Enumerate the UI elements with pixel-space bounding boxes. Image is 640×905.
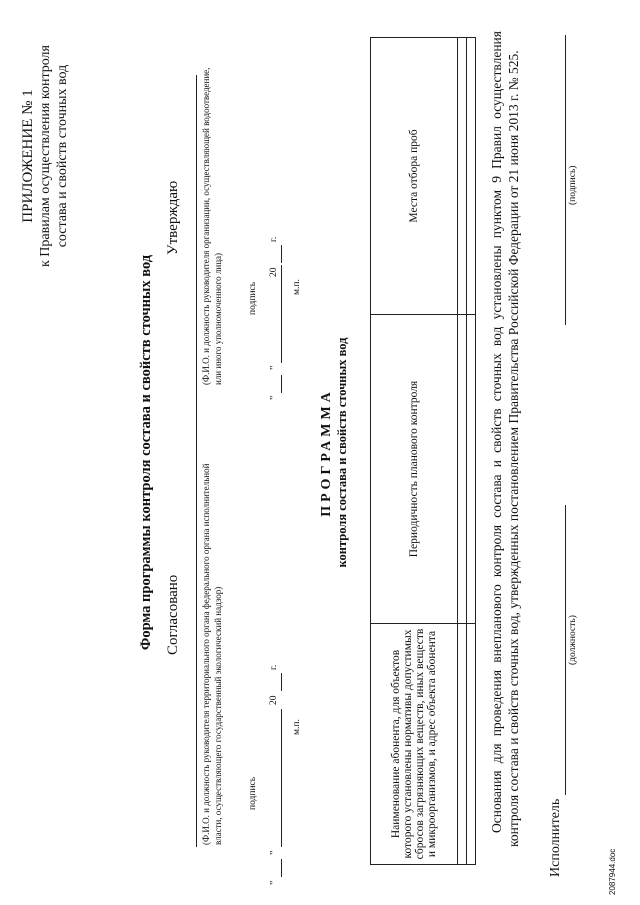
executor-signature-caption: (подпись)	[568, 165, 578, 205]
approved-quote-close: "	[268, 365, 280, 370]
agreed-year-suffix: г.	[269, 664, 279, 670]
agreed-quote-close: "	[268, 850, 280, 855]
approved-caption: (Ф.И.О. и должность руководителя организации, осуществляющей водоотведение, или иного уполномоченного лица)	[201, 67, 223, 385]
approved-sign-line	[281, 265, 282, 363]
approved-day-line	[281, 375, 282, 393]
agreed-name-line	[196, 457, 197, 847]
basis-paragraph	[488, 31, 522, 847]
executor-label: Исполнитель	[548, 798, 563, 877]
agreed-signature-label: подпись	[248, 776, 258, 810]
agreed-caption: (Ф.И.О. и должность руководителя территориального органа федерального органа исполнительной власти, осуществляющего государственный экологический надзор)	[201, 463, 223, 845]
approved-label: Утверждаю	[165, 180, 181, 255]
agreed-year-prefix: 20	[269, 695, 279, 705]
approved-year-suffix: г.	[269, 236, 279, 242]
approved-year-prefix: 20	[269, 267, 279, 277]
approved-seal: м.п.	[292, 279, 302, 295]
table-row	[458, 38, 467, 865]
appendix-subject: состава и свойств сточных вод	[55, 64, 70, 248]
approved-quote-open: "	[268, 395, 280, 400]
approved-year-line	[281, 245, 282, 263]
table-row	[467, 38, 476, 865]
table-header-row	[371, 38, 458, 865]
appendix-rules: к Правилам осуществления контроля	[38, 45, 53, 268]
table-header-cell: Наименование абонента, для объектов которого установлены нормативы допустимых сбросов загрязняющих веществ, иных веществ и микроорганизмов, и адрес объекта абонента	[371, 624, 458, 865]
agreed-sign-line	[281, 709, 282, 847]
agreed-quote-open: "	[268, 880, 280, 885]
approved-signature-label: подпись	[248, 281, 258, 315]
program-subtitle: контроля состава и свойств сточных вод	[335, 337, 349, 568]
agreed-label: Согласовано	[165, 574, 181, 655]
basis-text: Основания для проведения внепланового контроля состава и свойств сточных вод установлены пунктом 9 Правил осуществления контроля состава и свойств сточных вод, утвержденных постановлением Правительства Российской Федерации от 21 июня 2013 г. № 525.	[489, 31, 521, 847]
agreed-seal: м.п.	[292, 719, 302, 735]
program-table	[370, 37, 476, 865]
executor-position-line	[565, 505, 566, 795]
table-header-cell: Периодичность планового контроля	[371, 315, 458, 624]
table-header-cell: Места отбора проб	[371, 38, 458, 315]
program-title: ПРОГРАММА	[319, 388, 334, 517]
agreed-day-line	[281, 859, 282, 877]
executor-position-caption: (должность)	[568, 615, 578, 665]
agreed-year-line	[281, 673, 282, 691]
appendix-header	[20, 36, 71, 276]
appendix-number: ПРИЛОЖЕНИЕ № 1	[20, 89, 36, 223]
approved-name-line	[196, 75, 197, 465]
executor-signature-line	[565, 35, 566, 325]
doc-id: 2087944.doc	[608, 848, 617, 895]
form-title: Форма программы контроля состава и свойств сточных вод	[138, 254, 154, 651]
